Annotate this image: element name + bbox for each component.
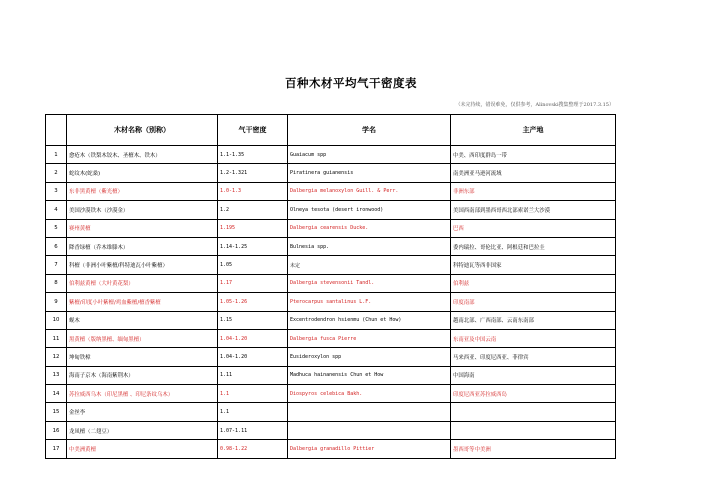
cell-density: 1.1-1.35: [218, 146, 288, 164]
table-row: [46, 219, 616, 237]
cell-name: 黑黄檀（版纳黑檀、缅甸黑檀）: [67, 329, 218, 347]
cell-origin: 中国海南: [451, 366, 616, 384]
cell-density: 1.17: [218, 274, 288, 292]
table-row: [46, 201, 616, 219]
cell-no: 1: [46, 146, 67, 164]
cell-no: 6: [46, 237, 67, 255]
cell-scientific: Olneya tesota (desert ironwood): [288, 201, 451, 219]
cell-no: 8: [46, 274, 67, 292]
cell-density: 1.07-1.11: [218, 421, 288, 439]
cell-no: 17: [46, 440, 67, 458]
cell-no: 16: [46, 421, 67, 439]
table-row: [46, 366, 616, 384]
cell-no: 11: [46, 329, 67, 347]
cell-name: 东非黑黄檀（紫光檀）: [67, 182, 218, 200]
cell-origin: [451, 421, 616, 439]
cell-origin: 巴西: [451, 219, 616, 237]
table-row: [46, 274, 616, 292]
cell-origin: 科特迪瓦等西非国家: [451, 256, 616, 274]
cell-density: 1.11: [218, 366, 288, 384]
cell-scientific: Bulnesia spp.: [288, 237, 451, 255]
header-origin: 主产地: [451, 115, 616, 146]
cell-density: 0.98-1.22: [218, 440, 288, 458]
cell-name: 坤甸铁樟: [67, 348, 218, 366]
wood-density-table: [45, 114, 616, 459]
cell-origin: 美国西南部到墨西哥西北部索诺兰大沙漠: [451, 201, 616, 219]
cell-scientific: Dalbergia stevensonii Tandl.: [288, 274, 451, 292]
table-row: [46, 146, 616, 164]
table-row: [46, 164, 616, 182]
cell-density: 1.0-1.3: [218, 182, 288, 200]
table-row: [46, 311, 616, 329]
cell-density: 1.05-1.26: [218, 293, 288, 311]
cell-density: 1.04-1.20: [218, 329, 288, 347]
cell-name: 金丝李: [67, 403, 218, 421]
cell-name: 蛇纹木(蛇桑): [67, 164, 218, 182]
cell-scientific: Diospyros celebica Bakh.: [288, 385, 451, 403]
cell-name: 伯利兹黄檀（大叶黄花梨）: [67, 274, 218, 292]
table-row: [46, 385, 616, 403]
table-row: [46, 403, 616, 421]
cell-scientific: Dalbergia melanoxylon Guill. & Perr.: [288, 182, 451, 200]
cell-name: 海南子京木（海南紫荆木）: [67, 366, 218, 384]
cell-no: 14: [46, 385, 67, 403]
cell-scientific: 未定: [288, 256, 451, 274]
cell-name: 降香绿檀（乔木维滕木）: [67, 237, 218, 255]
cell-origin: 马来西亚、印度尼西亚、菲律宾: [451, 348, 616, 366]
cell-no: 7: [46, 256, 67, 274]
cell-no: 10: [46, 311, 67, 329]
header-no: [46, 115, 67, 146]
cell-density: 1.14-1.25: [218, 237, 288, 255]
cell-scientific: Dalbergia fusca Pierre: [288, 329, 451, 347]
cell-origin: [451, 403, 616, 421]
cell-density: 1.2: [218, 201, 288, 219]
header-scientific: 学名: [288, 115, 451, 146]
page-note: （未完待续，错误难免，仅供参考，Alinovski搜集整理于2017.3.15）: [455, 102, 614, 108]
cell-no: 3: [46, 182, 67, 200]
cell-origin: 印度尼西亚苏拉威西岛: [451, 385, 616, 403]
table-body: [46, 146, 616, 459]
table-row: [46, 440, 616, 458]
table-row: [46, 256, 616, 274]
table-row: [46, 293, 616, 311]
table-row: [46, 348, 616, 366]
cell-scientific: [288, 403, 451, 421]
cell-scientific: Dalbergia granadillo Pittier: [288, 440, 451, 458]
cell-scientific: Piratinera guianensis: [288, 164, 451, 182]
cell-origin: 非洲东部: [451, 182, 616, 200]
header-density: 气干密度: [218, 115, 288, 146]
cell-density: 1.1: [218, 385, 288, 403]
cell-name: 美国沙漠铁木（沙漠金）: [67, 201, 218, 219]
cell-origin: 东南亚及中国云南: [451, 329, 616, 347]
cell-scientific: [288, 421, 451, 439]
cell-no: 4: [46, 201, 67, 219]
cell-origin: 中美、西印度群岛一带: [451, 146, 616, 164]
cell-name: 中美洲黄檀: [67, 440, 218, 458]
cell-no: 2: [46, 164, 67, 182]
cell-name: 苏拉威西乌木（印尼黑檀 、印尼条纹乌木）: [67, 385, 218, 403]
cell-no: 13: [46, 366, 67, 384]
cell-origin: 委内瑞拉、哥伦比亚、阿根廷和巴拉圭: [451, 237, 616, 255]
cell-scientific: Guaiacum spp: [288, 146, 451, 164]
cell-scientific: Excentrodendron hsienmu (Chun et How): [288, 311, 451, 329]
cell-scientific: Eusideroxylon spp: [288, 348, 451, 366]
cell-density: 1.15: [218, 311, 288, 329]
cell-density: 1.04-1.20: [218, 348, 288, 366]
table-row: [46, 237, 616, 255]
cell-scientific: Pterocarpus santalinus L.F.: [288, 293, 451, 311]
cell-name: 龙凤檀（二翅豆）: [67, 421, 218, 439]
cell-name: 科檀（非洲小叶紫檀/科特迪瓦小叶紫檀）: [67, 256, 218, 274]
cell-name: 赛州黄檀: [67, 219, 218, 237]
cell-name: 愈疮木（铁梨木铰木、圣檀木、铁木）: [67, 146, 218, 164]
cell-origin: 南美洲亚马逊河流域: [451, 164, 616, 182]
cell-no: 12: [46, 348, 67, 366]
cell-name: 紫檀/印度小叶紫檀/鸡血紫檀/檀香紫檀: [67, 293, 218, 311]
cell-no: 9: [46, 293, 67, 311]
cell-scientific: Madhuca hainanensis Chun et How: [288, 366, 451, 384]
table-row: [46, 421, 616, 439]
cell-density: 1.2-1.321: [218, 164, 288, 182]
header-name: 木材名称（别称）: [67, 115, 218, 146]
cell-origin: 越南北部、广西南部、云南东南部: [451, 311, 616, 329]
cell-name: 蚬木: [67, 311, 218, 329]
table-header-row: [46, 115, 616, 146]
cell-origin: 墨西哥等中美洲: [451, 440, 616, 458]
cell-origin: 印度南部: [451, 293, 616, 311]
table-row: [46, 182, 616, 200]
cell-no: 5: [46, 219, 67, 237]
cell-density: 1.195: [218, 219, 288, 237]
table-row: [46, 329, 616, 347]
cell-density: 1.1: [218, 403, 288, 421]
cell-density: 1.05: [218, 256, 288, 274]
cell-origin: 伯利兹: [451, 274, 616, 292]
cell-no: 15: [46, 403, 67, 421]
page-title: 百种木材平均气干密度表: [285, 76, 417, 90]
cell-scientific: Dalbergia cearensis Ducke.: [288, 219, 451, 237]
